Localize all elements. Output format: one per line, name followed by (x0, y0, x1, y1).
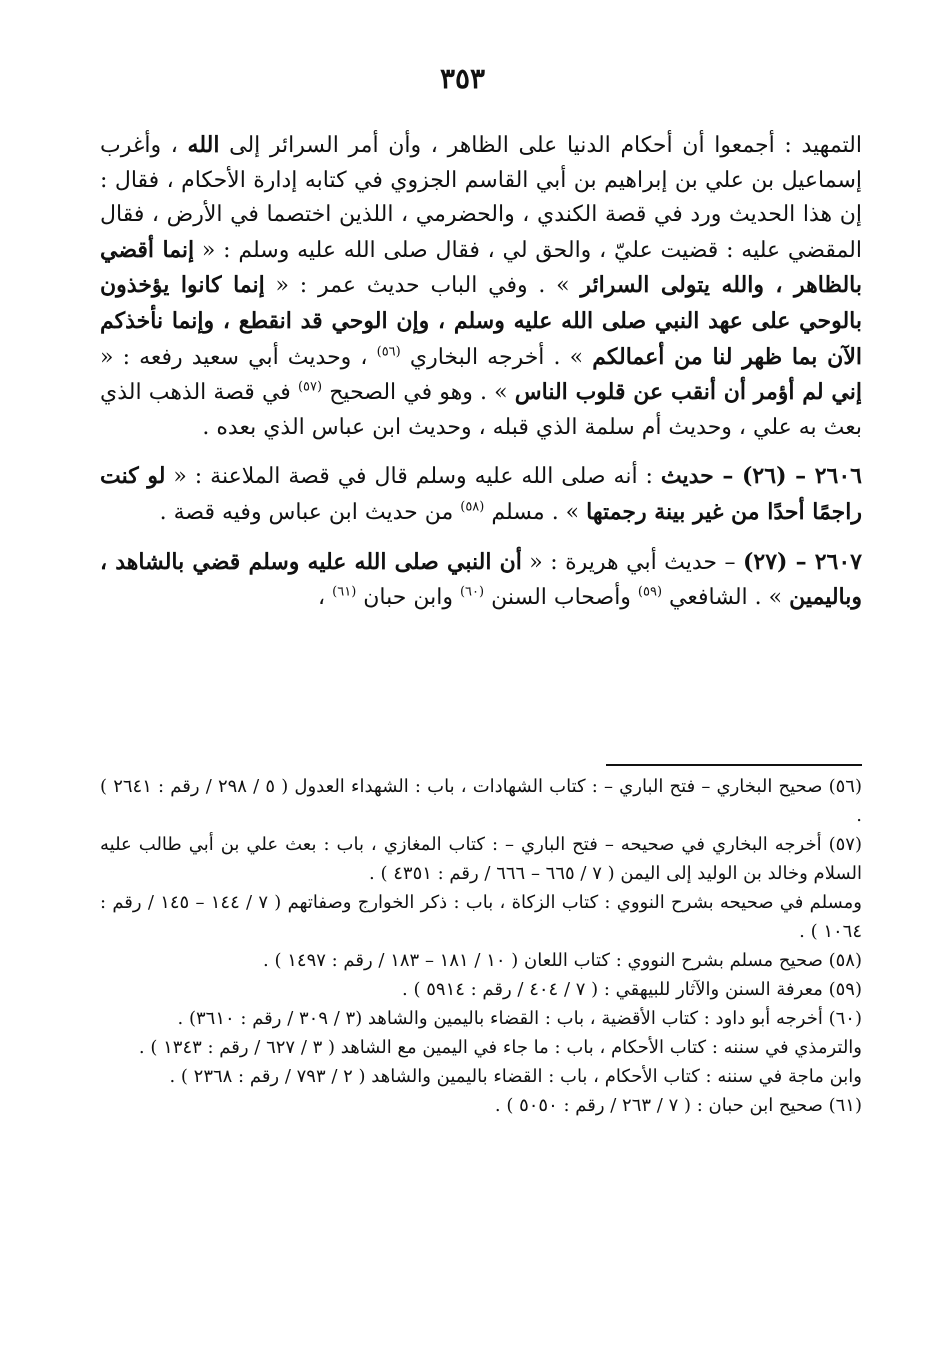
footnote-60-tirmidhi: والترمذي في سننه : كتاب الأحكام ، باب : ما جاء في اليمين مع الشاهد ( ٣ / ٦٢٧ / رقم : ١٣٤٣ ) . (138, 1037, 862, 1058)
page-number: ٣٥٣ (439, 62, 486, 95)
footnotes (100, 772, 862, 1120)
footnote-57: (٥٧) أخرجه البخاري في صحيحه – فتح الباري – : كتاب المغازي ، باب : بعث علي بن أبي طالب عليه السلام وخالد بن الوليد إلى اليمن ( ٧ / ٦٦٥ – ٦٦٦ / رقم : ٤٣٥١ ) . (100, 834, 862, 884)
hadith-number: ٢٦٠٧ – (٢٧) (742, 548, 862, 575)
footnote-59: (٥٩) معرفة السنن والآثار للبيهقي : ( ٧ / ٤٠٤ / رقم : ٥٩١٤ ) . (402, 979, 862, 1000)
hadith-quote: إنما أقضي بالظاهر ، والله يتولى السرائر (100, 236, 862, 299)
text-run: ، وأغرب إسماعيل بن علي بن إبراهيم بن أبي القاسم الجزوي في كتابه إدارة الأحكام ، فقال : إن هذا الحديث ورد في قصة الكندي ، والحضرمي ، اللذين اختصما في الأرض ، فقال المقضي عليه : قضيت عليّ ، والحق لي ، فقال صلى الله عليه وسلم : « (100, 133, 862, 263)
paragraph-hadith-2606 (100, 459, 862, 530)
footnote-58: (٥٨) صحيح مسلم بشرح النووي : كتاب اللعان ( ١٠ / ١٨١ – ١٨٣ / رقم : ١٤٩٧ ) . (263, 950, 862, 971)
hadith-quote: إني لم أؤمر أن أنقب عن قلوب الناس (514, 379, 862, 406)
footnote-60: (٦٠) أخرجه أبو داود : كتاب الأقضية ، باب : القضاء باليمين والشاهد (٣ / ٣٠٩ / رقم : ٣٦١٠) . (177, 1008, 862, 1029)
text-run: – حديث أبي هريرة : « (521, 549, 743, 575)
footnote-ref: (٦٠) (459, 584, 485, 600)
footnote-ref: (٥٨) (460, 499, 485, 515)
text-run: وأصحاب السنن (484, 585, 638, 611)
text-run: التمهيد : أجمعوا أن أحكام الدنيا على الظاهر ، وأن أمر السرائر إلى (219, 133, 862, 158)
text-run: ، وحديث أبي سعيد رفعه : « (100, 344, 377, 370)
text-run: » . وهو في الصحيح (322, 380, 515, 406)
hadith-quote: أن النبي صلى الله عليه وسلم قضي بالشاهد ، وباليمين (100, 548, 862, 611)
footnote-ref: (٦١) (332, 584, 357, 600)
text-run: » . أخرجه البخاري (400, 344, 593, 370)
footnote-ref: (٥٦) (376, 344, 401, 360)
footnote-separator (606, 764, 862, 766)
hadith-number: ٢٦٠٦ – (٢٦) – حديث (660, 463, 862, 490)
text-run: » . الشافعي (662, 585, 790, 611)
text-run: في قصة الذهب الذي بعث به علي ، وحديث أم سلمة الذي قبله ، وحديث ابن عباس الذي بعده . (100, 380, 862, 440)
footnote-61: (٦١) صحيح ابن حبان : ( ٧ / ٢٦٣ / رقم : ٥٠٥٠ ) . (494, 1095, 862, 1116)
hadith-quote: لو كنت راجمًا أحدًا من غير بينة رجمتها (100, 463, 862, 525)
text-run: من حديث ابن عباس وفيه قصة . (159, 499, 461, 525)
footnote-ref: (٥٩) (637, 584, 663, 600)
paragraph-hadith-2607 (100, 545, 862, 616)
paragraph-tamhid (100, 128, 862, 445)
footnote-ref: (٥٧) (297, 379, 323, 395)
bold-run: الله (187, 132, 220, 158)
footnote-57-cont: ومسلم في صحيحه بشرح النووي : كتاب الزكاة ، باب : ذكر الخوارج وصفاتهم ( ٧ / ١٤٤ – ١٤٥ / رقم : ١٠٦٤ ) . (100, 892, 862, 942)
text-run: : أنه صلى الله عليه وسلم قال في قصة الملاعنة : « (165, 464, 661, 490)
text-run: » . وفي الباب حديث عمر : « (264, 273, 581, 299)
footnote-56: (٥٦) صحيح البخاري – فتح الباري – : كتاب الشهادات ، باب : الشهداء العدول ( ٥ / ٢٩٨ / رقم : ٢٦٤١ ) . (100, 776, 863, 826)
text-run: وابن حبان (356, 585, 460, 611)
text-run: » . مسلم (484, 499, 587, 525)
footnote-60-ibn-majah: وابن ماجة في سننه : كتاب الأحكام ، باب : القضاء باليمين والشاهد ( ٢ / ٧٩٣ / رقم : ٢٣٦٨ ) . (169, 1066, 862, 1087)
main-text (100, 128, 862, 616)
hadith-quote: إنما كانوا يؤخذون بالوحي على عهد النبي صلى الله عليه وسلم ، وإن الوحي قد انقطع ، وإنما نأخذكم الآن بما ظهر لنا من أعمالكم (100, 272, 862, 370)
text-run: ، (318, 585, 333, 611)
